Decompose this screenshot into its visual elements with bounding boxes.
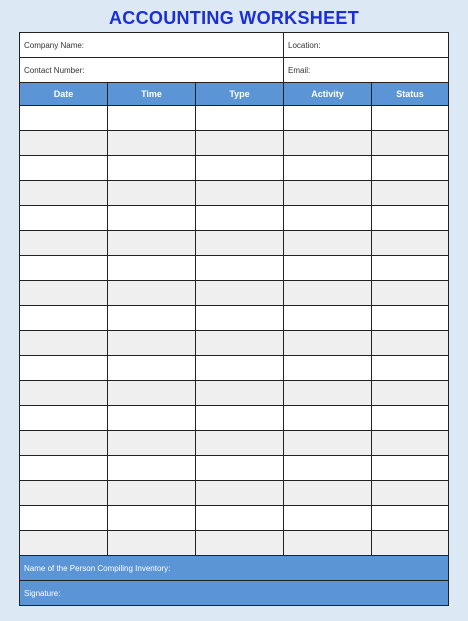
cell-date[interactable]: [20, 456, 108, 481]
cell-status[interactable]: [372, 406, 449, 431]
company-name-label: Company Name:: [24, 40, 85, 50]
table-row: [20, 306, 449, 331]
cell-time[interactable]: [108, 256, 196, 281]
cell-date[interactable]: [20, 531, 108, 556]
cell-status[interactable]: [372, 181, 449, 206]
cell-activity[interactable]: [284, 481, 372, 506]
cell-activity[interactable]: [284, 281, 372, 306]
table-row: [20, 156, 449, 181]
cell-date[interactable]: [20, 131, 108, 156]
cell-status[interactable]: [372, 131, 449, 156]
worksheet-table: [19, 32, 449, 606]
cell-activity[interactable]: [284, 456, 372, 481]
cell-time[interactable]: [108, 531, 196, 556]
table-row: [20, 481, 449, 506]
cell-date[interactable]: [20, 281, 108, 306]
cell-activity[interactable]: [284, 131, 372, 156]
cell-status[interactable]: [372, 106, 449, 131]
cell-activity[interactable]: [284, 306, 372, 331]
table-row: [20, 506, 449, 531]
cell-status[interactable]: [372, 456, 449, 481]
table-row: [20, 106, 449, 131]
cell-status[interactable]: [372, 206, 449, 231]
cell-date[interactable]: [20, 106, 108, 131]
cell-type[interactable]: [196, 181, 284, 206]
cell-type[interactable]: [196, 281, 284, 306]
table-row: [20, 131, 449, 156]
cell-activity[interactable]: [284, 231, 372, 256]
table-row: [20, 531, 449, 556]
cell-date[interactable]: [20, 431, 108, 456]
column-header-time: Time: [108, 83, 196, 106]
cell-time[interactable]: [108, 306, 196, 331]
cell-type[interactable]: [196, 406, 284, 431]
cell-type[interactable]: [196, 381, 284, 406]
cell-date[interactable]: [20, 506, 108, 531]
cell-type[interactable]: [196, 331, 284, 356]
cell-date[interactable]: [20, 256, 108, 281]
cell-time[interactable]: [108, 131, 196, 156]
cell-status[interactable]: [372, 256, 449, 281]
cell-status[interactable]: [372, 331, 449, 356]
cell-type[interactable]: [196, 506, 284, 531]
signature-label: Signature:: [24, 588, 61, 598]
data-rows: [20, 106, 449, 556]
cell-status[interactable]: [372, 281, 449, 306]
cell-time[interactable]: [108, 356, 196, 381]
cell-type[interactable]: [196, 206, 284, 231]
contact-number-field[interactable]: [20, 58, 284, 83]
cell-activity[interactable]: [284, 381, 372, 406]
cell-date[interactable]: [20, 231, 108, 256]
cell-status[interactable]: [372, 231, 449, 256]
cell-date[interactable]: [20, 406, 108, 431]
cell-type[interactable]: [196, 431, 284, 456]
cell-time[interactable]: [108, 406, 196, 431]
cell-status[interactable]: [372, 306, 449, 331]
signature-field[interactable]: [20, 581, 449, 606]
table-row: [20, 356, 449, 381]
email-label: Email:: [288, 65, 311, 75]
table-row: [20, 231, 449, 256]
company-name-field[interactable]: [20, 33, 284, 58]
cell-date[interactable]: [20, 356, 108, 381]
cell-time[interactable]: [108, 206, 196, 231]
column-header-activity: Activity: [284, 83, 372, 106]
column-header-row: [20, 83, 449, 106]
cell-type[interactable]: [196, 481, 284, 506]
cell-status[interactable]: [372, 481, 449, 506]
cell-time[interactable]: [108, 231, 196, 256]
cell-type[interactable]: [196, 156, 284, 181]
cell-date[interactable]: [20, 156, 108, 181]
cell-activity[interactable]: [284, 356, 372, 381]
footer-row-signature: [20, 581, 449, 606]
cell-activity[interactable]: [284, 506, 372, 531]
table-row: [20, 181, 449, 206]
cell-status[interactable]: [372, 356, 449, 381]
cell-activity[interactable]: [284, 156, 372, 181]
cell-activity[interactable]: [284, 431, 372, 456]
cell-type[interactable]: [196, 531, 284, 556]
cell-activity[interactable]: [284, 181, 372, 206]
cell-date[interactable]: [20, 481, 108, 506]
compiler-name-label: Name of the Person Compiling Inventory:: [24, 563, 171, 573]
table-row: [20, 456, 449, 481]
cell-time[interactable]: [108, 481, 196, 506]
contact-number-label: Contact Number:: [24, 65, 85, 75]
table-row: [20, 206, 449, 231]
cell-status[interactable]: [372, 156, 449, 181]
cell-time[interactable]: [108, 106, 196, 131]
location-label: Location:: [288, 40, 321, 50]
table-row: [20, 381, 449, 406]
cell-activity[interactable]: [284, 106, 372, 131]
cell-time[interactable]: [108, 281, 196, 306]
cell-activity[interactable]: [284, 331, 372, 356]
cell-time[interactable]: [108, 431, 196, 456]
cell-date[interactable]: [20, 181, 108, 206]
info-row-company: [20, 33, 449, 58]
cell-type[interactable]: [196, 231, 284, 256]
cell-status[interactable]: [372, 506, 449, 531]
cell-type[interactable]: [196, 106, 284, 131]
table-row: [20, 431, 449, 456]
column-header-date: Date: [20, 83, 108, 106]
table-row: [20, 256, 449, 281]
page-title: ACCOUNTING WORKSHEET: [109, 8, 359, 28]
cell-type[interactable]: [196, 131, 284, 156]
table-row: [20, 281, 449, 306]
cell-type[interactable]: [196, 356, 284, 381]
cell-type[interactable]: [196, 256, 284, 281]
cell-date[interactable]: [20, 381, 108, 406]
cell-time[interactable]: [108, 181, 196, 206]
cell-activity[interactable]: [284, 406, 372, 431]
cell-time[interactable]: [108, 381, 196, 406]
info-row-contact: [20, 58, 449, 83]
cell-time[interactable]: [108, 156, 196, 181]
cell-date[interactable]: [20, 331, 108, 356]
column-header-status: Status: [372, 83, 449, 106]
cell-activity[interactable]: [284, 256, 372, 281]
cell-type[interactable]: [196, 306, 284, 331]
cell-activity[interactable]: [284, 206, 372, 231]
location-field[interactable]: [284, 33, 449, 58]
cell-time[interactable]: [108, 456, 196, 481]
email-field[interactable]: [284, 58, 449, 83]
cell-date[interactable]: [20, 206, 108, 231]
cell-status[interactable]: [372, 531, 449, 556]
cell-activity[interactable]: [284, 531, 372, 556]
table-row: [20, 331, 449, 356]
footer-row-compiler: [20, 556, 449, 581]
cell-status[interactable]: [372, 431, 449, 456]
cell-date[interactable]: [20, 306, 108, 331]
cell-status[interactable]: [372, 381, 449, 406]
compiler-name-field[interactable]: [20, 556, 449, 581]
cell-time[interactable]: [108, 506, 196, 531]
cell-type[interactable]: [196, 456, 284, 481]
table-row: [20, 406, 449, 431]
cell-time[interactable]: [108, 331, 196, 356]
column-header-type: Type: [196, 83, 284, 106]
